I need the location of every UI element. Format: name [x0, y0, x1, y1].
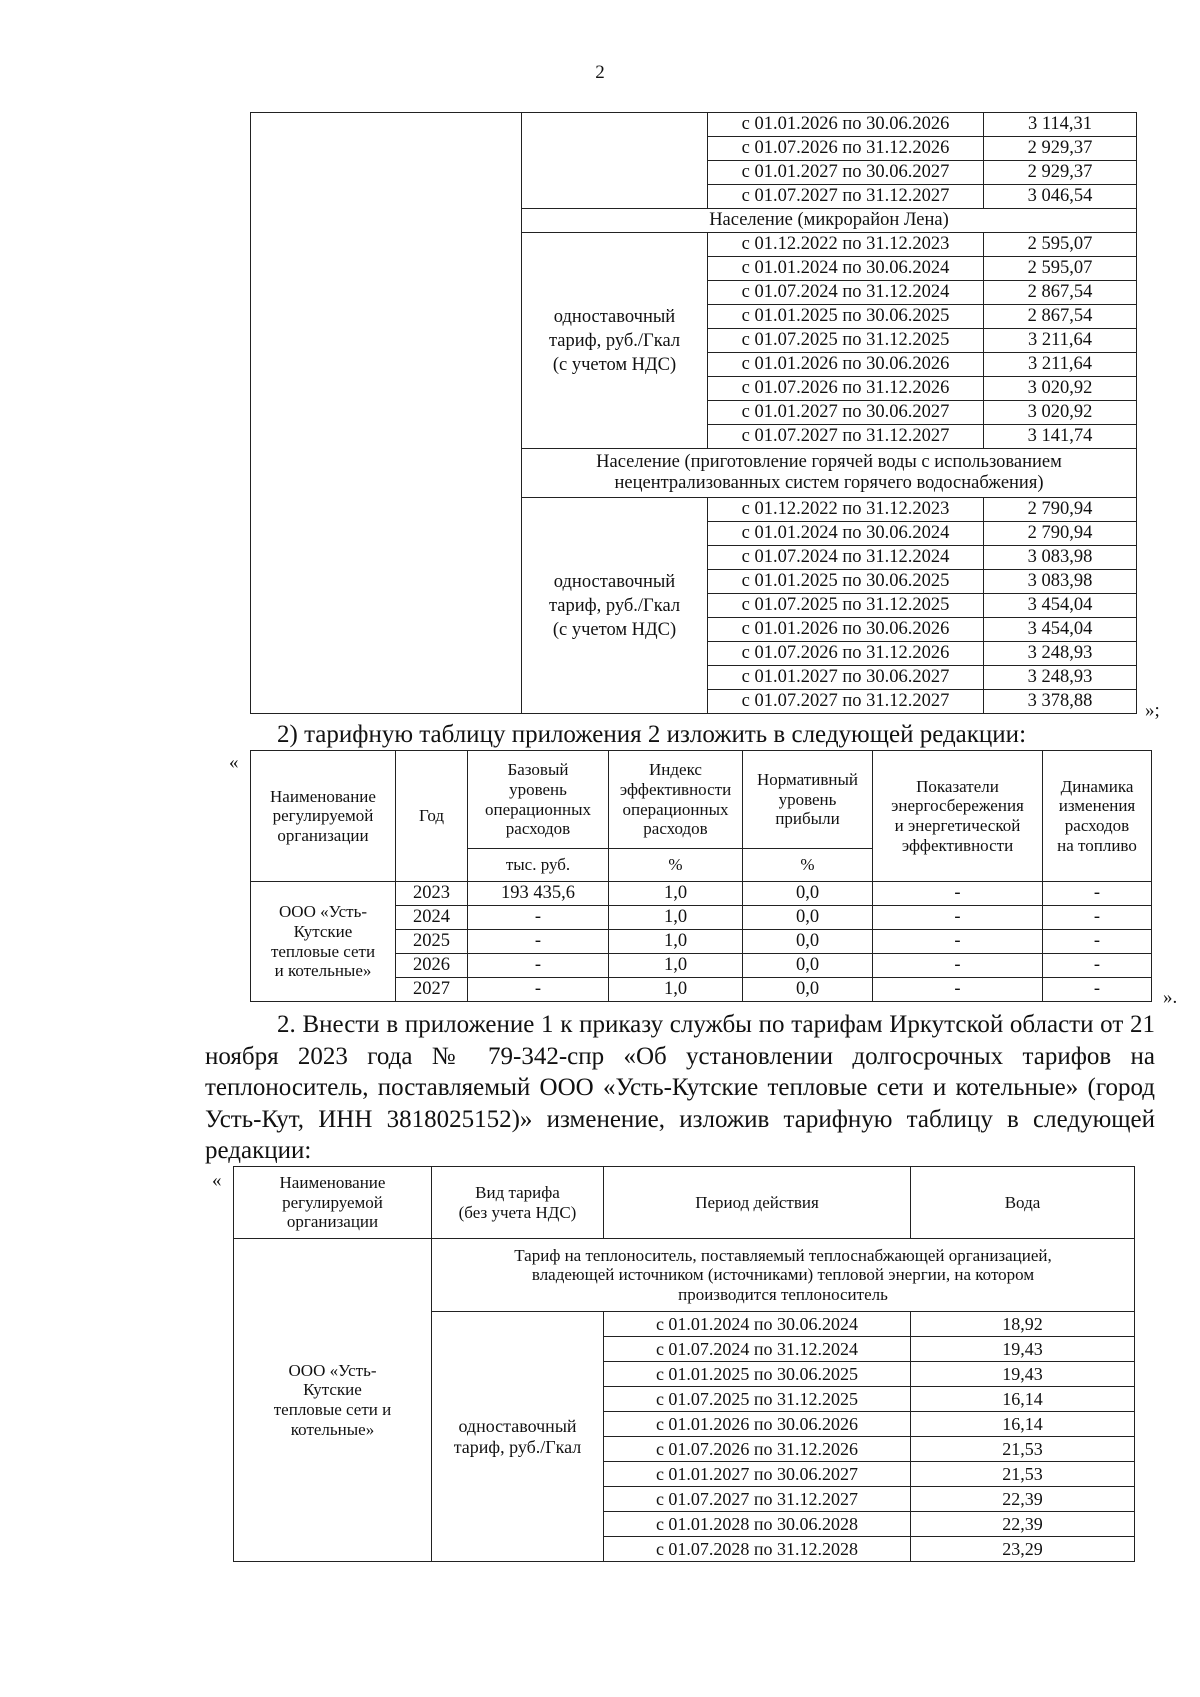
period-cell: с 01.07.2026 по 31.12.2026	[708, 377, 984, 401]
section-row	[234, 1239, 1135, 1312]
cell-line: Индекс	[649, 760, 702, 780]
header-tariff-type	[432, 1167, 604, 1239]
tariff-type-cell	[432, 1312, 604, 1562]
table2-open-quote: «	[229, 752, 239, 773]
cell-line: одноставочный	[458, 1415, 577, 1436]
cell-line: эффективности	[619, 779, 732, 799]
item-2-text: 2) тарифную таблицу приложения 2 изложить в следующей редакции:	[277, 721, 1027, 748]
cell-line: Кутские	[303, 1380, 362, 1400]
cell-line: организации	[277, 825, 369, 845]
cell-line: регулируемой	[282, 1192, 383, 1212]
cell-line: ООО «Усть-	[279, 902, 367, 922]
value-cell: 18,92	[911, 1312, 1135, 1337]
base-cell: -	[468, 954, 609, 978]
cell-line: тариф, руб./Гкал	[548, 330, 681, 351]
period-cell: с 01.07.2026 по 31.12.2026	[708, 137, 984, 161]
period-cell: с 01.01.2024 по 30.06.2024	[604, 1312, 911, 1337]
cell-line: тариф, руб./Гкал	[453, 1436, 582, 1457]
value-cell: 3 211,64	[984, 329, 1137, 353]
table2-closing-quote: ».	[1163, 987, 1178, 1008]
cell-line: Базовый	[507, 760, 569, 780]
value-cell: 3 211,64	[984, 353, 1137, 377]
period-cell: с 01.01.2024 по 30.06.2024	[708, 257, 984, 281]
energy-cell: -	[873, 954, 1043, 978]
period-cell: с 01.01.2027 по 30.06.2027	[604, 1462, 911, 1487]
cell-line: Наименование	[270, 786, 376, 806]
org-name-cell	[234, 1239, 432, 1562]
cell-line: и энергетической	[894, 816, 1021, 835]
cell-line: энергосбережения	[891, 796, 1024, 816]
value-cell: 2 595,07	[984, 233, 1137, 257]
value-cell: 22,39	[911, 1512, 1135, 1537]
paragraph-2: 2. Внести в приложение 1 к приказу службы по тарифам Иркутской области от 21 ноября 2023 года № 79-342-спр «Об установлении долгосрочных тарифов на теплоноситель, поставляемый ООО «Усть-Кутские тепловые сети и котельные» (город Усть-Кут, ИНН 3818025152)» изменение, изложив тарифную таблицу в следующей редакции:	[205, 1011, 1155, 1164]
profit-cell: 0,0	[743, 978, 873, 1002]
cell-line: расходов	[505, 819, 571, 839]
value-cell: 2 929,37	[984, 161, 1137, 185]
cell-line: регулируемой	[272, 806, 374, 826]
unit-index: %	[609, 849, 743, 882]
profit-cell: 0,0	[743, 882, 873, 906]
cell-line: Кутские	[293, 921, 353, 941]
cell-line: организации	[286, 1212, 379, 1232]
table-row	[251, 882, 1152, 906]
period-cell: с 01.07.2025 по 31.12.2025	[604, 1387, 911, 1412]
index-cell: 1,0	[609, 882, 743, 906]
section-hot-water	[522, 449, 1137, 498]
value-cell: 2 790,94	[984, 522, 1137, 546]
fuel-cell: -	[1043, 930, 1152, 954]
period-cell: с 01.07.2024 по 31.12.2024	[604, 1337, 911, 1362]
year-cell: 2025	[396, 930, 468, 954]
cell-line: изменения	[1058, 796, 1136, 816]
period-cell: с 01.01.2026 по 30.06.2026	[708, 353, 984, 377]
index-cell: 1,0	[609, 978, 743, 1002]
period-cell: с 01.12.2022 по 31.12.2023	[708, 498, 984, 522]
table1-closing-quote: »;	[1145, 700, 1160, 721]
value-cell: 2 867,54	[984, 281, 1137, 305]
period-cell: с 01.01.2024 по 30.06.2024	[708, 522, 984, 546]
period-cell: с 01.07.2025 по 31.12.2025	[708, 329, 984, 353]
header-water: Вода	[911, 1167, 1135, 1239]
index-cell: 1,0	[609, 954, 743, 978]
cell-line: тепловые сети и	[273, 1400, 392, 1419]
section-lena: Население (микрорайон Лена)	[522, 209, 1137, 233]
cell-line: Тариф на теплоноситель, поставляемый теплоснабжающей организацией,	[514, 1245, 1052, 1265]
value-cell: 22,39	[911, 1487, 1135, 1512]
cell-line: Население (приготовление горячей воды с использованием	[596, 451, 1062, 472]
value-cell: 16,14	[911, 1412, 1135, 1437]
tariff-type-cell	[522, 233, 708, 449]
period-cell: с 01.07.2027 по 31.12.2027	[708, 690, 984, 714]
coolant-tariff-table	[233, 1166, 1135, 1562]
cell-line: Вид тарифа	[475, 1182, 560, 1202]
energy-cell: -	[873, 978, 1043, 1002]
period-cell: с 01.07.2026 по 31.12.2026	[708, 642, 984, 666]
heat-tariff-table-continued	[250, 112, 1137, 714]
value-cell: 3 141,74	[984, 425, 1137, 449]
energy-cell: -	[873, 930, 1043, 954]
value-cell: 3 114,31	[984, 113, 1137, 137]
period-cell: с 01.07.2028 по 31.12.2028	[604, 1537, 911, 1562]
header-fuel	[1043, 751, 1152, 882]
cell-line: Нормативный	[757, 770, 858, 790]
cell-line: расходов	[643, 819, 708, 839]
cell-line: операционных	[622, 799, 729, 819]
value-cell: 3 020,92	[984, 377, 1137, 401]
header-energy	[873, 751, 1043, 882]
year-cell: 2027	[396, 978, 468, 1002]
base-cell: -	[468, 978, 609, 1002]
period-cell: с 01.01.2025 по 30.06.2025	[708, 305, 984, 329]
header-year: Год	[396, 751, 468, 882]
cell-line: одноставочный	[553, 306, 676, 327]
period-cell: с 01.07.2024 по 31.12.2024	[708, 546, 984, 570]
cell-line: тепловые сети	[270, 941, 376, 961]
cell-line: производится теплоноситель	[678, 1284, 888, 1304]
value-cell: 3 046,54	[984, 185, 1137, 209]
period-cell: с 01.01.2025 по 30.06.2025	[708, 570, 984, 594]
cell-line: котельные»	[290, 1419, 375, 1439]
value-cell: 3 083,98	[984, 546, 1137, 570]
cell-line: (без учета НДС)	[458, 1202, 577, 1222]
period-cell: с 01.01.2027 по 30.06.2027	[708, 161, 984, 185]
period-cell: с 01.01.2026 по 30.06.2026	[708, 618, 984, 642]
cell-line: расходов	[1064, 816, 1130, 835]
value-cell: 21,53	[911, 1437, 1135, 1462]
value-cell: 3 378,88	[984, 690, 1137, 714]
value-cell: 19,43	[911, 1337, 1135, 1362]
value-cell: 2 790,94	[984, 498, 1137, 522]
value-cell: 3 454,04	[984, 618, 1137, 642]
table3-open-quote: «	[212, 1170, 222, 1191]
fuel-cell: -	[1043, 906, 1152, 930]
page-number: 2	[595, 62, 605, 83]
period-cell: с 01.07.2027 по 31.12.2027	[708, 425, 984, 449]
cell-line: эффективности	[901, 835, 1014, 855]
period-cell: с 01.12.2022 по 31.12.2023	[708, 233, 984, 257]
cell-line: на топливо	[1057, 835, 1137, 855]
period-cell: с 01.07.2025 по 31.12.2025	[708, 594, 984, 618]
fuel-cell: -	[1043, 978, 1152, 1002]
section-coolant	[432, 1239, 1135, 1312]
unit-base: тыс. руб.	[468, 849, 609, 882]
tariff-type-cell	[522, 498, 708, 714]
cell-line: и котельные»	[274, 961, 372, 981]
tariff-cell-blank	[522, 113, 708, 209]
period-cell: с 01.01.2027 по 30.06.2027	[708, 666, 984, 690]
period-cell: с 01.07.2026 по 31.12.2026	[604, 1437, 911, 1462]
year-cell: 2023	[396, 882, 468, 906]
cell-line: ООО «Усть-	[288, 1360, 377, 1380]
period-cell: с 01.01.2026 по 30.06.2026	[708, 113, 984, 137]
period-cell: с 01.01.2028 по 30.06.2028	[604, 1512, 911, 1537]
value-cell: 3 454,04	[984, 594, 1137, 618]
cell-line: (с учетом НДС)	[552, 354, 677, 375]
cell-line: нецентрализованных систем горячего водоснабжения)	[614, 473, 1044, 493]
long-term-parameters-table	[250, 750, 1152, 1002]
cell-line: уровень	[778, 789, 837, 809]
value-cell: 3 020,92	[984, 401, 1137, 425]
unit-profit: %	[743, 849, 873, 882]
cell-line: одноставочный	[553, 571, 676, 592]
header-row	[234, 1167, 1135, 1239]
year-cell: 2024	[396, 906, 468, 930]
header-profit	[743, 751, 873, 849]
energy-cell: -	[873, 882, 1043, 906]
period-cell: с 01.01.2025 по 30.06.2025	[604, 1362, 911, 1387]
header-row	[251, 751, 1152, 849]
value-cell: 23,29	[911, 1537, 1135, 1562]
period-cell: с 01.07.2024 по 31.12.2024	[708, 281, 984, 305]
header-index	[609, 751, 743, 849]
fuel-cell: -	[1043, 954, 1152, 978]
value-cell: 16,14	[911, 1387, 1135, 1412]
base-cell: 193 435,6	[468, 882, 609, 906]
cell-line: владеющей источником (источниками) тепловой энергии, на котором	[531, 1265, 1035, 1285]
profit-cell: 0,0	[743, 930, 873, 954]
period-cell: с 01.01.2026 по 30.06.2026	[604, 1412, 911, 1437]
period-cell: с 01.01.2027 по 30.06.2027	[708, 401, 984, 425]
cell-line: прибыли	[775, 809, 840, 829]
base-cell: -	[468, 930, 609, 954]
cell-line: тариф, руб./Гкал	[548, 595, 681, 616]
org-name-cell	[251, 882, 396, 1002]
value-cell: 21,53	[911, 1462, 1135, 1487]
value-cell: 3 083,98	[984, 570, 1137, 594]
header-org	[234, 1167, 432, 1239]
cell-line: операционных	[484, 799, 591, 819]
header-base	[468, 751, 609, 849]
energy-cell: -	[873, 906, 1043, 930]
value-cell: 2 929,37	[984, 137, 1137, 161]
value-cell: 3 248,93	[984, 642, 1137, 666]
value-cell: 2 595,07	[984, 257, 1137, 281]
period-cell: с 01.07.2027 по 31.12.2027	[708, 185, 984, 209]
org-cell-blank	[251, 113, 522, 714]
header-period: Период действия	[604, 1167, 911, 1239]
year-cell: 2026	[396, 954, 468, 978]
profit-cell: 0,0	[743, 954, 873, 978]
cell-line: уровень	[509, 779, 567, 799]
cell-line: Наименование	[279, 1173, 386, 1193]
fuel-cell: -	[1043, 882, 1152, 906]
table-row	[251, 113, 1137, 137]
index-cell: 1,0	[609, 906, 743, 930]
cell-line: (с учетом НДС)	[552, 619, 677, 640]
period-cell: с 01.07.2027 по 31.12.2027	[604, 1487, 911, 1512]
value-cell: 19,43	[911, 1362, 1135, 1387]
profit-cell: 0,0	[743, 906, 873, 930]
value-cell: 3 248,93	[984, 666, 1137, 690]
index-cell: 1,0	[609, 930, 743, 954]
value-cell: 2 867,54	[984, 305, 1137, 329]
header-org	[251, 751, 396, 882]
cell-line: Показатели	[916, 776, 999, 796]
base-cell: -	[468, 906, 609, 930]
cell-line: Динамика	[1060, 776, 1134, 796]
